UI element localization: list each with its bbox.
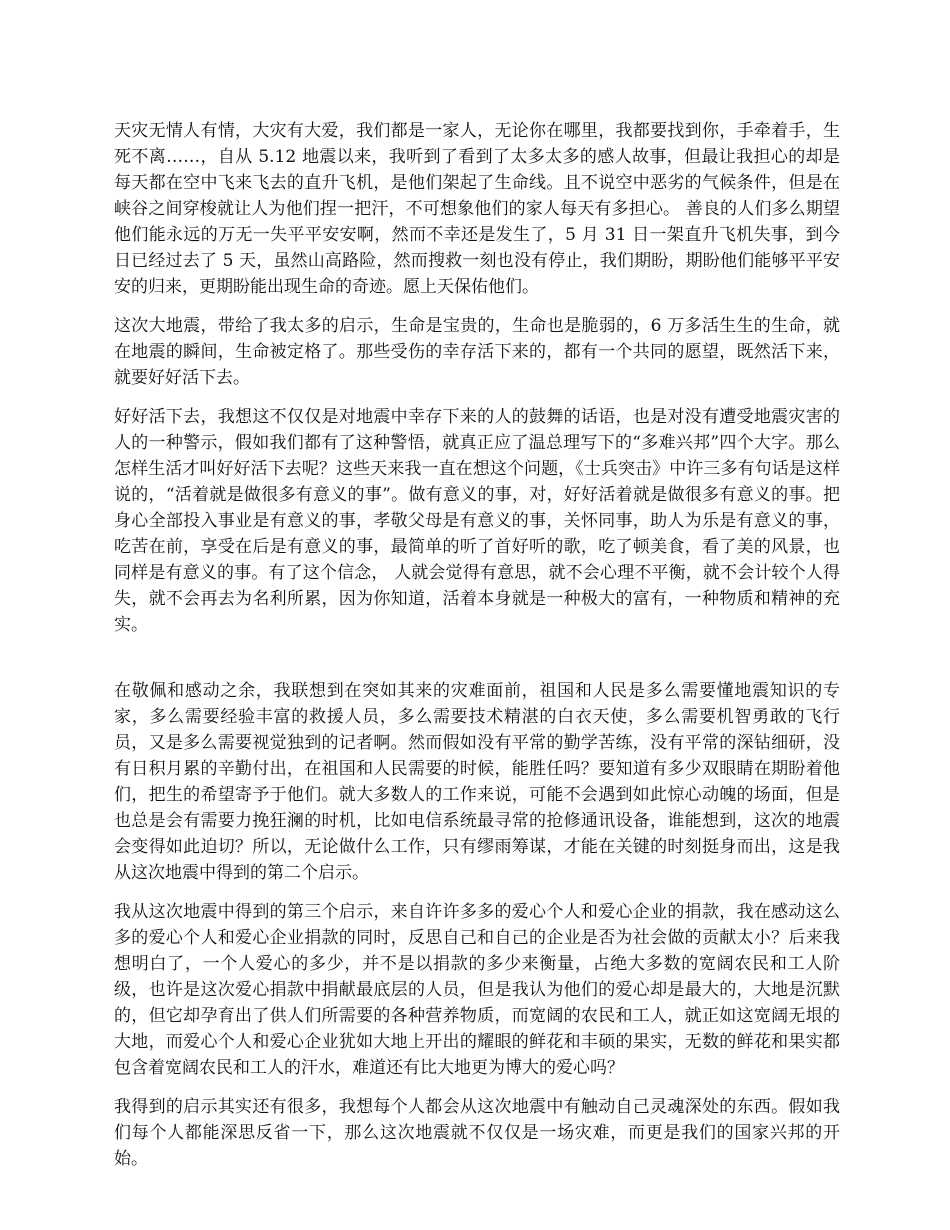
- paragraph-3: 好好活下去，我想这不仅仅是对地震中幸存下来的人的鼓舞的话语，也是对没有遭受地震灾害的人的一种警示，假如我们都有了这种警悟，就真正应了温总理写下的“多难兴邦”四个大字。那么怎样生活才叫好好活下去呢？这些天来我一直在想这个问题，《士兵突击》中许三多有句话是这样说的，“活着就是做很多有意义的事”。做有意义的事，对，好好活着就是做很多有意义的事。把身心全部投入事业是有意义的事，孝敬父母是有意义的事，关怀同事，助人为乐是有意义的事，吃苦在前，享受在后是有意义的事，最简单的听了首好听的歌，吃了顿美食，看了美的风景，也同样是有意义的事。有了这个信念， 人就会觉得有意思，就不会心理不平衡，就不会计较个人得失，就不会再去为名利所累，因为你知道，活着本身就是一种极大的富有，一种物质和精神的充实。: [114, 407, 840, 635]
- section-spacer: [114, 651, 840, 678]
- paragraph-5: 我从这次地震中得到的第三个启示，来自许许多多的爱心个人和爱心企业的捐款，我在感动这么多的爱心个人和爱心企业捐款的同时，反思自己和自己的企业是否为社会做的贡献太小？后来我想明白了，一个人爱心的多少，并不是以捐款的多少来衡量，占绝大多数的宽阔农民和工人阶级，也许是这次爱心捐款中捐献最底层的人员，但是我认为他们的爱心却是最大的，大地是沉默的，但它却孕育出了供人们所需要的各种营养物质，而宽阔的农民和工人，就正如这宽阔无垠的大地，而爱心个人和爱心企业犹如大地上开出的耀眼的鲜花和丰硕的果实，无数的鲜花和果实都包含着宽阔农民和工人的汗水，难道还有比大地更为博大的爱心吗？: [114, 902, 840, 1078]
- document-body: [114, 118, 840, 1185]
- paragraph-4: 在敬佩和感动之余，我联想到在突如其来的灾难面前，祖国和人民是多么需要懂地震知识的专家，多么需要经验丰富的救援人员，多么需要技术精湛的白衣天使，多么需要机智勇敢的飞行员，又是多么需要视觉独到的记者啊。然而假如没有平常的勤学苦练，没有平常的深钻细研，没有日积月累的辛勤付出，在祖国和人民需要的时候，能胜任吗？要知道有多少双眼睛在期盼着他们，把生的希望寄予于他们。就大多数人的工作来说，可能不会遇到如此惊心动魄的场面，但是也总是会有需要力挽狂澜的时机，比如电信系统最寻常的抢修通讯设备，谁能想到，这次的地震会变得如此迫切？所以，无论做什么工作，只有缪雨筹谋，才能在关键的时刻挺身而出，这是我从这次地震中得到的第二个启示。: [114, 681, 840, 883]
- paragraph-6: 我得到的启示其实还有很多，我想每个人都会从这次地震中有触动自己灵魂深处的东西。假如我们每个人都能深思反省一下，那么这次地震就不仅仅是一场灾难，而更是我们的国家兴邦的开始。: [114, 1097, 840, 1169]
- paragraph-1: 天灾无情人有情，大灾有大爱，我们都是一家人，无论你在哪里，我都要找到你，手牵着手，生死不离……，自从 5.12 地震以来，我听到了看到了太多太多的感人故事，但最让我担心的却是每天都在空中飞来飞去的直升飞机，是他们架起了生命线。且不说空中恶劣的气候条件，但是在峡谷之间穿梭就让人为他们捏一把汗，不可想象他们的家人每天有多担心。 善良的人们多么期望他们能永远的万无一失平平安安啊，然而不幸还是发生了，5 月 31 日一架直升飞机失事，到今日已经过去了 5 天，虽然山高路险，然而搜救一刻也没有停止，我们期盼，期盼他们能够平平安安的归来，更期盼能出现生命的奇迹。愿上天保佑他们。: [114, 121, 840, 297]
- paragraph-2: 这次大地震，带给了我太多的启示，生命是宝贵的，生命也是脆弱的，6 万多活生生的生命，就在地震的瞬间，生命被定格了。那些受伤的幸存活下来的，都有一个共同的愿望，既然活下来，就要好好活下去。: [114, 316, 840, 388]
